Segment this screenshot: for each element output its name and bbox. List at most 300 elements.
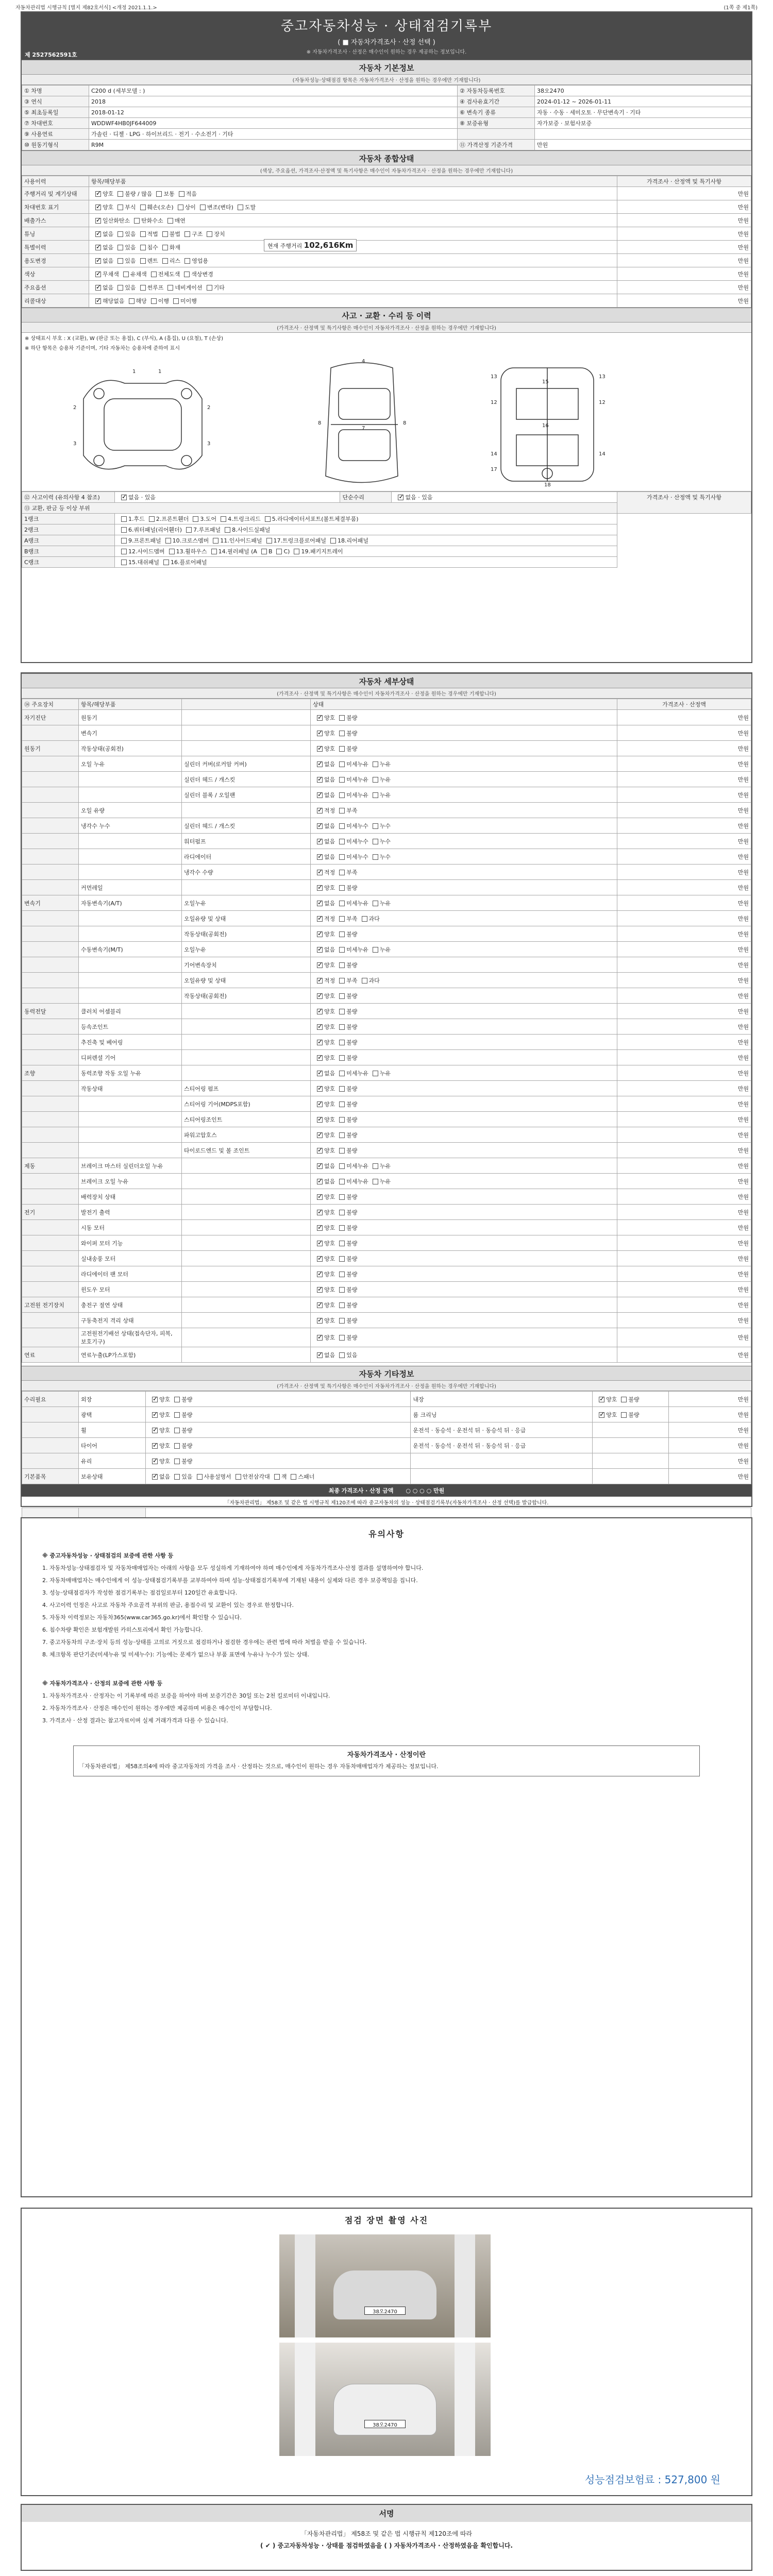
notice-paragraph: 8. 체크항목 판단기준(미세누유 및 미세누수): 기능에는 문제가 없으나 부품 표면에 누유나 누수가 있는 상태. [42,1651,310,1658]
detail-subitem [182,1266,311,1282]
detail-row [22,710,751,725]
detail-group [22,865,79,880]
summary-note: (색상, 주요옵션, 가격조사·산정액 및 특기사항은 매수인이 자동차가격조사 · 산정을 원하는 경우에만 기재합니다) [22,165,751,176]
basic-info-row [22,86,751,96]
detail-price: 만원 [617,1050,751,1065]
document-number: 제 2527562591호 [25,52,77,58]
detail-subitem [182,1065,311,1081]
detail-group [22,756,79,772]
summary-item-name: 주행거리 및 계기상태 [22,187,89,200]
detail-group [22,1220,79,1235]
basic-info-note: (자동차성능·상태점검 항목은 자동차가격조사 · 산정을 원하는 경우에만 기재합니다) [22,75,751,85]
detail-state: ✓ 양호 불량 [311,988,617,1004]
detail-title: 자동차 세부상태 [22,673,751,688]
detail-item: 등속조인트 [79,1019,182,1035]
detail-price: 만원 [617,1174,751,1189]
basic-info-row [22,140,751,150]
simple-repair-value: ✓ 없음 · 있음 [392,492,617,503]
detail-row [22,1143,751,1158]
other-group [22,1422,79,1438]
notice-paragraph: 2. 자동차매매업자는 매수인에게 이 성능·상태점검기록부를 교부하여야 하며 성능·상태점검기록부에 기재된 내용이 실제와 다른 경우 보증책임을 집니다. [42,1577,418,1584]
detail-price: 만원 [617,849,751,865]
summary-row [22,254,751,267]
detail-price: 만원 [617,1019,751,1035]
svg-text:14: 14 [599,451,606,457]
detail-price: 만원 [617,911,751,926]
detail-row [22,1328,751,1347]
basic-value: 가솔린 · 디젤 · LPG · 하이브리드 · 전기 · 수소전기 · 기타 [89,129,458,140]
inspection-record-sheet [21,11,752,663]
detail-row [22,1235,751,1251]
accident-history-value: ✓ 없음 · 있음 [115,492,340,503]
detail-group [22,1127,79,1143]
other-state-2: ✓ 양호 불량 [593,1407,669,1422]
issuance-statement: 「자동차관리법」 제58조 및 같은 법 시행규칙 제120조에 따라 중고자동차의 성능 · 상태점검기록부(자동차가격조사 · 산정 선택)를 발급합니다. [224,1500,549,1506]
detail-subitem: 오일유량 및 상태 [182,973,311,988]
detail-row [22,1127,751,1143]
notice-paragraph: 5. 자동차 이력정보는 자동차365(www.car365.go.kr)에서 확인할 수 있습니다. [42,1614,242,1621]
detail-subitem: 파워고압호스 [182,1127,311,1143]
detail-price: 만원 [617,1127,751,1143]
detail-price: 만원 [617,1065,751,1081]
basic-value-2: 자동 · 수동 · 세미오토 · 무단변속기 · 기타 [535,107,751,118]
detail-row [22,803,751,818]
other-row [22,1422,751,1438]
other-price: 만원 [669,1392,751,1407]
signature-line-2: ( ✔ ) 중고자동차성능 · 상태를 점검하였음을 ( ) 자동차가격조사 · 산정하였음을 확인합니다. [260,2542,513,2549]
basic-label-2 [458,129,535,140]
form-reference: 자동차관리법 시행규칙 [별지 제82호서식] <개정 2021.1.1.> [15,5,157,11]
detail-subitem: 오일누유 [182,895,311,911]
notice-paragraph: 6. 침수차량 확인은 보험개발원 카히스토리에서 확인 가능합니다. [42,1626,203,1633]
mileage-value: 102,616Km [304,241,354,250]
basic-label: ③ 연식 [22,96,89,107]
detail-state: ✓ 적정 부족 과다 [311,911,617,926]
detail-item: 발전기 출력 [79,1205,182,1220]
other-state: ✓ 양호 불량 [146,1438,411,1453]
detail-group: 동력전달 [22,1004,79,1019]
basic-value: C200 d (세부모델 : ) [89,86,458,96]
detail-group [22,1266,79,1282]
frame-title: ⑬ 교환, 판금 등 이상 부위 [22,503,617,514]
detail-price: 만원 [617,1220,751,1235]
detail-col-main: ⑭ 주요장치 [22,699,79,710]
detail-state: ✓ 양호 불량 [311,1081,617,1096]
detail-item [79,1096,182,1112]
summary-item-name: 특별이력 [22,241,89,254]
detail-state: ✓ 양호 불량 [311,957,617,973]
detail-row [22,772,751,787]
summary-item-name: 주요옵션 [22,281,89,294]
other-state-2 [593,1438,669,1453]
basic-label-2: ⑥ 변속기 종류 [458,107,535,118]
detail-item: 충전구 절연 상태 [79,1297,182,1313]
notice-title: 유의사항 [368,1529,405,1539]
detail-item: 자동변속기(A/T) [79,895,182,911]
detail-group [22,1096,79,1112]
detail-item [79,1143,182,1158]
svg-text:17: 17 [491,467,497,472]
other-price: 만원 [669,1407,751,1422]
damage-rank: 2랭크 [22,524,115,535]
detail-group [22,988,79,1004]
detail-price: 만원 [617,725,751,741]
summary-item-name: 배출가스 [22,214,89,227]
svg-text:13: 13 [599,374,606,380]
detail-table [22,699,751,1363]
detail-item: 원동기 [79,710,182,725]
detail-item [79,926,182,942]
detail-item: 실내송풍 모터 [79,1251,182,1266]
detail-price: 만원 [617,741,751,756]
simple-repair-label: 단순수리 [340,492,392,503]
detail-state: ✓ 양호 불량 [311,926,617,942]
detail-item: 고전원전기배선 상태(접속단자, 피복, 보호기구) [79,1328,182,1347]
detail-row [22,957,751,973]
other-item: 타이어 [79,1438,146,1453]
detail-state: ✓ 양호 불량 [311,1112,617,1127]
summary-item-price: 만원 [617,294,751,308]
detail-price: 만원 [617,834,751,849]
damage-rank-row [22,557,751,568]
detail-state: ✓ 양호 불량 [311,710,617,725]
detail-price: 만원 [617,787,751,803]
detail-state: ✓ 양호 불량 [311,1266,617,1282]
summary-item-options: ✓ 양호 불량 / 많음 보통 적음 [89,187,617,200]
svg-text:1: 1 [158,369,162,375]
other-price: 만원 [669,1422,751,1438]
detail-price: 만원 [617,1347,751,1363]
detail-row [22,1313,751,1328]
accident-legend-2: ※ 하단 항목은 승용차 기준이며, 기타 자동차는 승용차에 준하여 표시 [25,346,180,351]
summary-item-price: 만원 [617,254,751,267]
detail-subitem: 오일누유 [182,942,311,957]
detail-group [22,911,79,926]
summary-row [22,267,751,281]
detail-item: 추진축 및 베어링 [79,1035,182,1050]
final-price-label: 최종 가격조사 · 산정 금액 [328,1487,394,1494]
summary-row [22,241,751,254]
detail-price: 만원 [617,865,751,880]
notice-paragraph-2: 3. 가격조사 · 산정 결과는 참고자료이며 실제 거래가격과 다를 수 있습니다. [42,1717,228,1724]
svg-text:2: 2 [73,405,77,411]
other-row [22,1392,751,1407]
detail-group [22,942,79,957]
detail-price: 만원 [617,880,751,895]
inspection-photo-1 [279,2234,491,2337]
detail-item [79,787,182,803]
detail-subitem [182,1313,311,1328]
detail-group [22,1313,79,1328]
detail-item [79,772,182,787]
detail-subitem [182,1189,311,1205]
detail-note: (가격조사 · 산정액 및 특기사항은 매수인이 자동차가격조사 · 산정을 원하는 경우에만 기재합니다) [22,688,751,699]
detail-state: ✓ 양호 불량 [311,1297,617,1313]
other-row [22,1469,751,1484]
detail-group [22,1050,79,1065]
detail-item: 변속기 [79,725,182,741]
detail-row [22,1266,751,1282]
detail-group [22,725,79,741]
other-group [22,1407,79,1422]
detail-state: ✓ 없음 미세누유 누유 [311,1158,617,1174]
detail-subitem [182,1251,311,1266]
accident-table [22,492,751,568]
detail-group: 고전원 전기장치 [22,1297,79,1313]
detail-subitem [182,1235,311,1251]
summary-item-options: ✓ 해당없음 해당 이행 미이행 [89,294,617,308]
damage-rank-row [22,524,751,535]
detail-price: 만원 [617,1266,751,1282]
detail-state: ✓ 없음 미세누유 누유 [311,895,617,911]
detail-group [22,1019,79,1035]
detail-price: 만원 [617,1235,751,1251]
detail-item [79,865,182,880]
detail-subitem [182,1328,311,1347]
basic-value: R9M [89,140,458,150]
summary-item-options: ✓ 없음 있음 적법 불법 구조 장치 [89,227,617,241]
document-title: 중고자동차성능 · 상태점검기록부 [280,19,493,34]
notice-paragraph: 4. 사고이력 인정은 사고로 자동차 주요골격 부위의 판금, 용접수리 및 교환이 있는 경우로 한정합니다. [42,1602,294,1608]
basic-label-2: ⑧ 보증유형 [458,118,535,129]
detail-item [79,834,182,849]
other-state-2 [593,1453,669,1469]
detail-state: ✓ 없음 미세누유 누유 [311,787,617,803]
detail-group: 전기 [22,1205,79,1220]
other-table [22,1391,751,1484]
detail-subitem [182,880,311,895]
detail-price: 만원 [617,1143,751,1158]
detail-row [22,1205,751,1220]
basic-value-2: 자가보증 · 보험사보증 [535,118,751,129]
summary-row [22,200,751,214]
detail-row [22,1065,751,1081]
basic-label-2: ④ 검사유효기간 [458,96,535,107]
summary-item-options: ✓ 무채색 유채색 전체도색 색상변경 [89,267,617,281]
license-plate-1: 38오2470 [364,2307,406,2315]
summary-row [22,281,751,294]
damage-rank-items: 12.사이드멤버 13.휠하우스 14.필러패널 (A B C) 19.패키지트레이 [115,546,617,557]
basic-label: ⑤ 최초등록일 [22,107,89,118]
detail-state: ✓ 양호 불량 [311,741,617,756]
detail-row [22,1251,751,1266]
detail-price: 만원 [617,818,751,834]
detail-group: 변속기 [22,895,79,911]
detail-subitem [182,1174,311,1189]
detail-row [22,1174,751,1189]
detail-row [22,1081,751,1096]
damage-rank-row [22,546,751,557]
detail-row [22,973,751,988]
detail-state: ✓ 양호 불량 [311,1143,617,1158]
insurance-fee-label: 성능점검보험료 : [584,2473,662,2486]
detail-row [22,1158,751,1174]
accident-title: 사고 · 교환 · 수리 등 이력 [22,308,751,323]
detail-item: 브레이크 오일 누유 [79,1174,182,1189]
detail-subitem [182,1019,311,1035]
detail-row [22,911,751,926]
other-item-2: 내장 [411,1392,593,1407]
photo-title: 점검 장면 촬영 사진 [344,2215,429,2225]
detail-state: ✓ 적정 부족 [311,803,617,818]
svg-text:8: 8 [318,420,322,426]
detail-subitem: 냉각수 수량 [182,865,311,880]
detail-item: 연료누출(LP가스포함) [79,1347,182,1363]
notice-heading-1: ※ 중고자동차성능 · 상태점검의 보증에 관한 사항 등 [42,1552,174,1559]
detail-row [22,1096,751,1112]
detail-row [22,1347,751,1363]
basic-info-row [22,129,751,140]
detail-price: 만원 [617,710,751,725]
notice-paragraph: 7. 중고자동차의 구조·장치 등의 성능·상태를 고의로 거짓으로 점검하거나 점검한 경우에는 관련 법에 따라 처벌을 받을 수 있습니다. [42,1639,367,1646]
detail-state: ✓ 적정 부족 과다 [311,973,617,988]
detail-price: 만원 [617,756,751,772]
mileage-label: 현재 주행거리 [267,243,303,249]
other-group: 기본품목 [22,1469,79,1484]
detail-item [79,973,182,988]
detail-state: ✓ 없음 미세누수 누수 [311,834,617,849]
other-price: 만원 [669,1453,751,1469]
col-price: 가격조사 · 산정액 및 특기사항 [617,176,751,187]
detail-group [22,772,79,787]
top-bar [15,3,758,10]
detail-subitem [182,1220,311,1235]
page-indicator: (1쪽 중 제1쪽) [724,5,758,11]
basic-info-title: 자동차 기본정보 [22,60,751,75]
signature-section [21,2504,752,2571]
damage-rank-items: 1.후드 2.프론트휀더 3.도어 4.트렁크리드 5.라디에이터서포트(볼트체결부품) [115,514,617,524]
detail-subitem [182,1205,311,1220]
insurance-fee-value: 527,800 원 [664,2473,720,2486]
detail-group [22,1189,79,1205]
basic-info-row [22,96,751,107]
other-state-2 [593,1422,669,1438]
other-state-2 [593,1469,669,1484]
detail-group [22,849,79,865]
detail-state: ✓ 양호 불량 [311,1127,617,1143]
other-item-2 [411,1453,593,1469]
damage-rank: A랭크 [22,535,115,546]
svg-text:3: 3 [207,441,211,447]
detail-row [22,1019,751,1035]
detail-item [79,988,182,1004]
svg-text:8: 8 [403,420,407,426]
detail-item: 클러치 어셈블리 [79,1004,182,1019]
detail-row [22,1282,751,1297]
detail-price: 만원 [617,1112,751,1127]
detail-row [22,1189,751,1205]
svg-text:4: 4 [362,359,365,364]
detail-sheet [21,672,752,1507]
summary-item-price: 만원 [617,281,751,294]
summary-item-price: 만원 [617,227,751,241]
basic-label: ⑨ 사용연료 [22,129,89,140]
summary-item-name: 차대번호 표기 [22,200,89,214]
detail-group [22,1282,79,1297]
notice-paragraph: 1. 자동차성능·상태점검자 및 자동차매매업자는 아래의 사항을 모두 성실하게 기재하여야 하며 매수인에게 자동차가격조사·산정 결과를 설명하여야 합니다. [42,1565,424,1571]
detail-state: ✓ 양호 불량 [311,880,617,895]
summary-item-options: ✓ 없음 있음 썬루프 네비게이션 기타 [89,281,617,294]
detail-group: 원동기 [22,741,79,756]
summary-row [22,214,751,227]
detail-row [22,741,751,756]
detail-state: ✓ 없음 미세누수 누수 [311,849,617,865]
insurance-fee [585,2471,720,2486]
other-state: ✓ 양호 불량 [146,1392,411,1407]
detail-subitem: 라디에이터 [182,849,311,865]
detail-subitem: 워터펌프 [182,834,311,849]
other-state: ✓ 양호 불량 [146,1453,411,1469]
summary-row [22,227,751,241]
detail-group: 자기진단 [22,710,79,725]
notice-paragraph: 3. 성능·상태점검자가 작성한 점검기록부는 점검일로부터 120일간 유효합니다. [42,1589,238,1596]
detail-subitem: 실린더 헤드 / 개스킷 [182,818,311,834]
detail-subitem: 실린더 커버(로커암 커버) [182,756,311,772]
detail-item: 구동축전지 격리 상태 [79,1313,182,1328]
summary-item-name: 리콜대상 [22,294,89,308]
detail-group: 제동 [22,1158,79,1174]
detail-subitem: 실린더 헤드 / 개스킷 [182,772,311,787]
summary-item-name: 색상 [22,267,89,281]
other-state: ✓ 없음 있음 사용설명서 안전삼각대 잭 스패너 [146,1469,411,1484]
detail-col-item: 항목/해당부품 [79,699,182,710]
detail-group [22,1035,79,1050]
notice-paragraph-2: 2. 자동차가격조사 · 산정은 매수인이 원하는 경우에만 제공하며 비용은 매수인이 부담합니다. [42,1705,272,1711]
summary-table [22,176,751,308]
detail-subitem: 실린더 블록 / 오일팬 [182,787,311,803]
other-title: 자동차 기타정보 [22,1366,751,1381]
basic-label: ① 차명 [22,86,89,96]
summary-title: 자동차 종합상태 [22,150,751,165]
detail-price: 만원 [617,1158,751,1174]
detail-subitem [182,725,311,741]
other-item: 유리 [79,1453,146,1469]
detail-state: ✓ 양호 불량 [311,1251,617,1266]
signature-title: 서명 [22,2505,751,2522]
detail-group [22,818,79,834]
detail-state: ✓ 양호 불량 [311,1050,617,1065]
other-row [22,1438,751,1453]
accident-history-label: ⑫ 사고이력 (유의사항 4 참조) [22,492,115,503]
document-note: ※ 자동차가격조사 · 산정은 매수인이 원하는 경우 제공하는 정보입니다. [306,49,467,55]
svg-text:15: 15 [542,379,549,385]
detail-price: 만원 [617,895,751,911]
detail-price: 만원 [617,942,751,957]
detail-item: 윈도우 모터 [79,1282,182,1297]
mileage-box [264,239,357,251]
summary-item-name: 튜닝 [22,227,89,241]
detail-item: 라디에이터 팬 모터 [79,1266,182,1282]
other-item: 광택 [79,1407,146,1422]
detail-subitem [182,1035,311,1050]
detail-item: 동력조향 작동 오일 누유 [79,1065,182,1081]
detail-row [22,880,751,895]
summary-item-name: 용도변경 [22,254,89,267]
detail-state: ✓ 없음 미세누유 누유 [311,1174,617,1189]
detail-state: ✓양호 불량 [311,1328,617,1347]
detail-state: ✓ 양호 불량 [311,1282,617,1297]
final-price-value: ○ ○ ○ ○ 만원 [406,1487,445,1494]
other-state: ✓ 양호 불량 [146,1422,411,1438]
svg-text:7: 7 [362,426,365,431]
detail-subitem [182,1347,311,1363]
detail-subitem: 스티어링조인트 [182,1112,311,1127]
damage-rank: B랭크 [22,546,115,557]
detail-group [22,787,79,803]
damage-rank: 1랭크 [22,514,115,524]
svg-text:12: 12 [599,400,606,405]
detail-item: 시동 모터 [79,1220,182,1235]
